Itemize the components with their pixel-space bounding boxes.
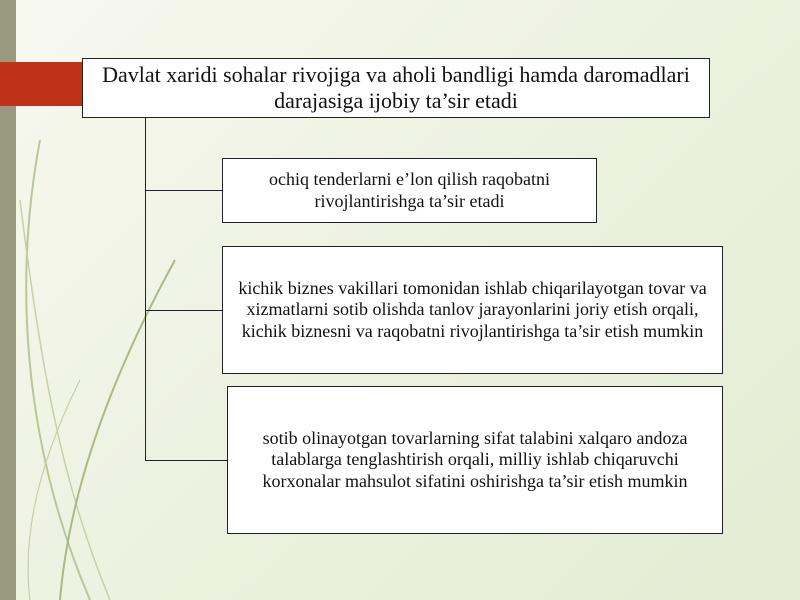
tree-branch-1 bbox=[145, 190, 222, 191]
child-text-2: kichik biznes vakillari tomonidan ishlab chiqarilayotgan tovar va xizmatlarni sotib olishda tanlov jarayonlarini joriy etish orqali, kichik biznesni va raqobatni rivojlantirishga ta’sir etish mumkin bbox=[238, 277, 707, 341]
child-text-1: ochiq tenderlarni e’lon qilish raqobatni rivojlantirishga ta’sir etadi bbox=[269, 168, 550, 211]
main-statement-text: Davlat xaridi sohalar rivojiga va aholi bandligi hamda daromadlari darajasiga ijobiy ta’sir etadi bbox=[102, 61, 690, 113]
child-text-3: sotib olinayotgan tovarlarning sifat talabini xalqaro andoza talablarga tenglashtirish orqali, milliy ishlab chiqaruvchi korxonalar mahsulot sifatini oshirishga ta’sir etish mumkin bbox=[262, 427, 688, 491]
red-accent-tab bbox=[0, 62, 82, 106]
tree-branch-2 bbox=[145, 310, 222, 311]
child-box-1 bbox=[222, 158, 597, 223]
tree-vertical-line bbox=[145, 118, 146, 461]
child-box-3 bbox=[227, 386, 723, 534]
child-box-2 bbox=[222, 246, 723, 374]
tree-branch-3 bbox=[145, 460, 227, 461]
main-statement-box bbox=[82, 58, 710, 118]
